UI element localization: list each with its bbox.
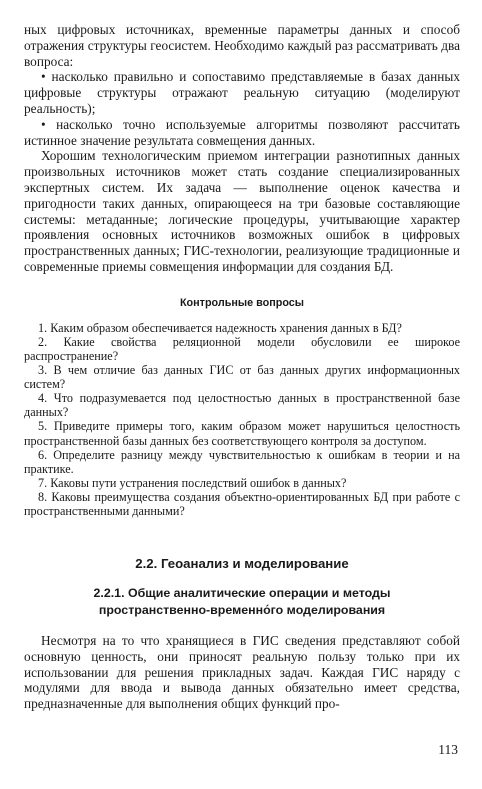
- bullet-item: • насколько точно используемые алгоритмы позволяют рассчитать истинное значение результата совмещения данных.: [24, 116, 460, 148]
- questions-heading: Контрольные вопросы: [179, 296, 305, 309]
- page-number: 113: [438, 742, 458, 757]
- question-item: 7. Каковы пути устранения последствий ошибок в данных?: [38, 475, 347, 490]
- question-item: 6. Определите разницу между чувствительностью к ошибкам в теории и на практике.: [24, 447, 460, 476]
- question-item: 4. Что подразумевается под целостностью данных в пространственной базе данных?: [24, 391, 460, 420]
- subsection-title-line: пространственно-временно́го моделирования: [98, 603, 386, 618]
- question-item: 8. Каковы преимущества создания объектно-ориентированных БД при работе с пространственными данными?: [24, 489, 460, 518]
- subsection-title: [24, 585, 460, 619]
- section-title: 2.2. Геоанализ и моделирование: [135, 556, 349, 572]
- question-item: 2. Какие свойства реляционной модели обусловили ее широкое распространение?: [24, 334, 460, 363]
- paragraph-continuation: ных цифровых источниках, временные параметры данных и способ отражения структуры геосистем. Необходимо каждый раз рассматривать два вопроса:: [24, 22, 460, 69]
- paragraph-final: Несмотря на то что хранящиеся в ГИС сведения представляют собой основную ценность, они приносят реальную пользу только при их использовании для решения прикладных задач. Каждая ГИС наряду с модулями для ввода и вывода данных обязательно имеет средства, предназначенные для выполнения общих функций про-: [24, 633, 460, 712]
- question-item: 1. Каким образом обеспечивается надежность хранения данных в БД?: [38, 320, 402, 335]
- question-item: 3. В чем отличие баз данных ГИС от баз данных других информационных систем?: [24, 363, 460, 392]
- bullet-item: • насколько правильно и сопоставимо представляемые в базах данных цифровые структуры отражают реальную ситуацию (моделируют реальность);: [24, 69, 460, 116]
- paragraph-expert-systems: Хорошим технологическим приемом интеграции разнотипных данных произвольных источников может стать создание специализированных экспертных систем. Их задача — выполнение оценок качества и пригодности таких данных, опирающееся на три базовые составляющие системы: метаданные; логические процедуры, учитывающие характер проявления основных источников возможных ошибок в цифровых пространственных данных; ГИС-технологии, реализующие традиционные и современные приемы совмещения информации для создания БД.: [24, 148, 460, 274]
- question-item: 5. Приведите примеры того, каким образом может нарушиться целостность пространственной базы данных без соответствующего контроля за доступом.: [24, 419, 460, 448]
- questions-list: [24, 321, 460, 518]
- subsection-title-line: 2.2.1. Общие аналитические операции и методы: [93, 586, 391, 601]
